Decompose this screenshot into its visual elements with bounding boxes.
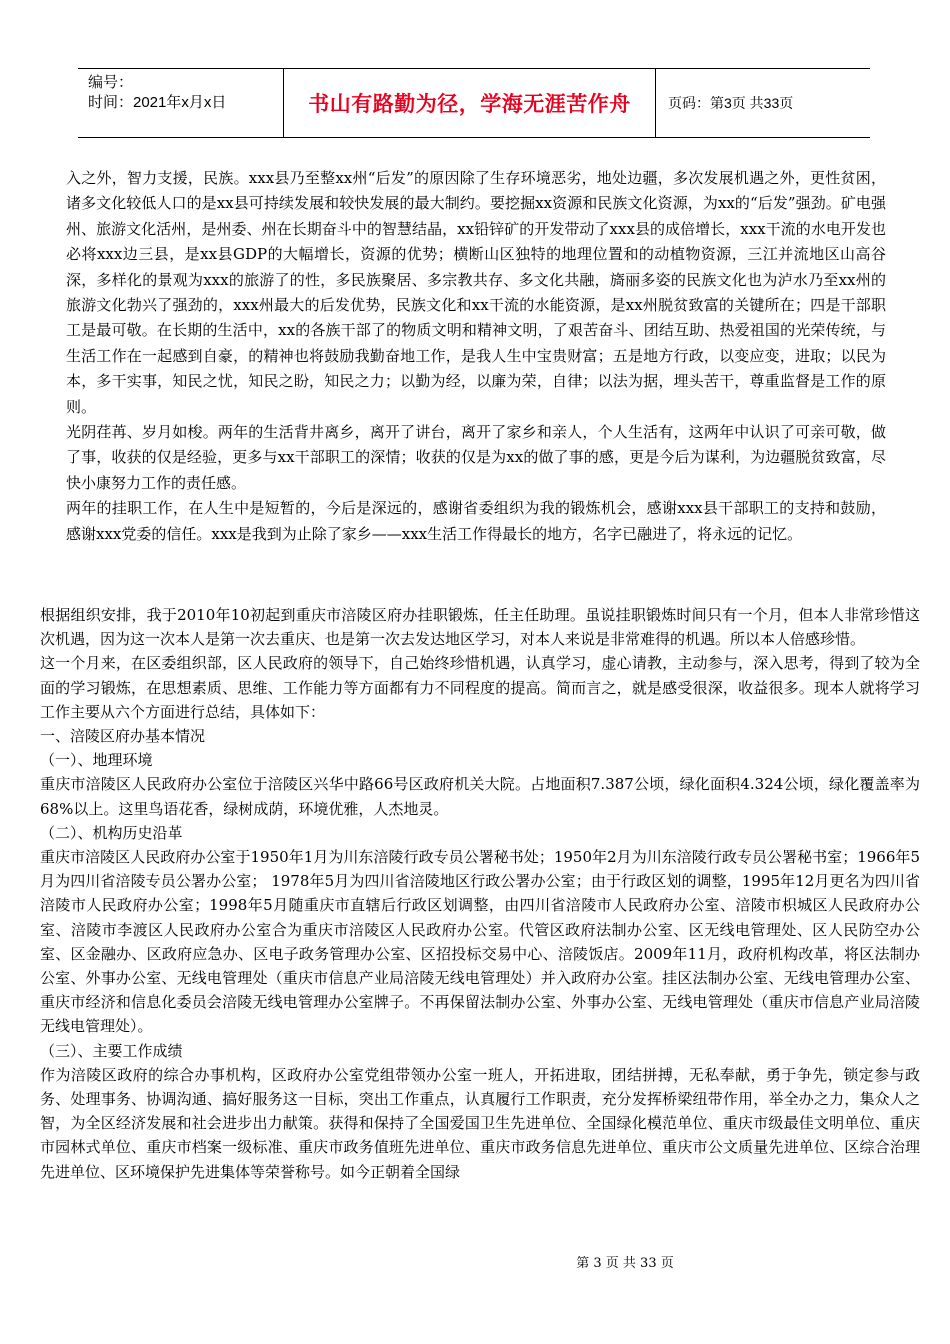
paragraph: 这一个月来，在区委组织部，区人民政府的领导下，自己始终珍惜机遇，认真学习，虚心请教，主动参与，深入思考，得到了较为全面的学习锻炼，在思想素质、思维、工作能力等方面都有力不同程度的提高。简而言之，就是感受很深，收益很多。现本人就将学习工作主要从六个方面进行总结，具体如下： (40, 654, 920, 721)
header-motto: 书山有路勤为径，学海无涯苦作舟 (284, 69, 656, 137)
paragraph: 作为涪陵区政府的综合办事机构，区政府办公室党组带领办公室一班人，开拓进取，团结拼搏，无私奉献，勇于争先，锁定参与政务、处理事务、协调沟通、搞好服务这一目标，突出工作重点，认真履行工作职责，充分发挥桥梁纽带作用，举全办之力，集众人之智，为全区经济发展和社会进步出力献策。获得和保持了全国爱国卫生先进单位、全国绿化模范单位、重庆市级最佳文明单位、重庆市园林式单位、重庆市档案一级标准、重庆市政务值班先进单位、重庆市政务信息先进单位、重庆市公文质量先进单位、区综合治理先进单位、区环境保护先进集体等荣誉称号。如今正朝着全国绿 (40, 1065, 920, 1181)
header-page-label: 页码：第3页 共33页 (668, 95, 794, 111)
time-label: 时间：2021年x月x日 (88, 94, 227, 111)
section-2 (40, 603, 920, 1184)
paragraph: 根据组织安排，我于2010年10初起到重庆市涪陵区府办挂职锻炼，任主任助理。虽说挂职锻炼时间只有一个月，但本人非常珍惜这次机遇，因为这一次本人是第一次去重庆、也是第一次去发达地区学习，对本人来说是非常难得的机遇。所以本人倍感珍惜。 (40, 606, 920, 649)
page-footer: 第 3 页 共 33 页 (576, 1256, 674, 1271)
paragraph: 重庆市涪陵区人民政府办公室于1950年1月为川东涪陵行政专员公署秘书处；1950年2月为川东涪陵行政专员公署秘书室；1966年5月为四川省涪陵专员公署办公室； 1978年5月为四川省涪陵地区行政公署办公室；由于行政区划的调整，1995年12月更名为四川省涪陵市人民政府办公室；1998年5月随重庆市直辖后行政区划调整，由四川省涪陵市人民政府办公室、涪陵市枳城区人民政府办公室、涪陵市李渡区人民政府办公室合为重庆市涪陵区人民政府办公室。代管区政府法制办公室、区无线电管理处、区人民防空办公室、区金融办、区政府应急办、区电子政务管理办公室、区招投标交易中心、涪陵饭店。2009年11月，政府机构改革，将区法制办公室、外事办公室、无线电管理处（重庆市信息产业局涪陵无线电管理处）并入政府办公室。挂区法制办公室、无线电管理办公室、重庆市经济和信息化委员会涪陵无线电管理办公室牌子。不再保留法制办公室、外事办公室、无线电管理处（重庆市信息产业局涪陵无线电管理处）。 (40, 848, 920, 1036)
section-1 (66, 166, 886, 547)
paragraph: 入之外，智力支援，民族。xxx县乃至整xx州“后发”的原因除了生存环境恶劣，地处边疆，多次发展机遇之外，更性贫困，诸多文化较低人口的是xx县可持续发展和较快发展的最大制约。要挖掘xx资源和民族文化资源，为xx的“后发”强劲。矿电强州、旅游文化活州，是州委、州在长期奋斗中的智慧结晶，xx铅锌矿的开发带动了xxx县的成倍增长，xxx干流的水电开发也必将xxx边三县，是xx县GDP的大幅增长，资源的优势；横断山区独特的地理位置和的动植物资源，三江并流地区山高谷深，多样化的景观为xxx的旅游了的性，多民族聚居、多宗教共存、多文化共融，旖丽多姿的民族文化也为泸水乃至xx州的旅游文化勃兴了强劲的，xxx州最大的后发优势，民族文化和xx干流的水能资源，是xx州脱贫致富的关键所在；四是干部职工是最可敬。在长期的生活中，xx的各族干部了的物质文明和精神文明，了艰苦奋斗、团结互助、热爱祖国的光荣传统，与生活工作在一起感到自豪，的精神也将鼓励我勤奋地工作，是我人生中宝贵财富；五是地方行政，以变应变，进取；以民为本，多干实事，知民之忧，知民之盼，知民之力；以勤为经，以廉为荣，自律；以法为据，埋头苦干，尊重监督是工作的原则。 (66, 169, 886, 416)
paragraph: 两年的挂职工作，在人生中是短暂的，今后是深远的，感谢省委组织为我的锻炼机会，感谢xxx县干部职工的支持和鼓励，感谢xxx党委的信任。xxx是我到为止除了家乡——xxx生活工作得最长的地方，名字已融进了，将永远的记忆。 (66, 499, 886, 543)
paragraph: 重庆市涪陵区人民政府办公室位于涪陵区兴华中路66号区政府机关大院。占地面积7.387公顷，绿化面积4.324公顷，绿化覆盖率为68%以上。这里鸟语花香，绿树成荫，环境优雅，人杰地灵。 (40, 775, 920, 818)
number-label: 编号： (88, 74, 134, 91)
subsection-heading: （二）、机构历史沿革 (40, 823, 183, 842)
page-header (78, 68, 870, 138)
paragraph: 光阴荏苒、岁月如梭。两年的生活背井离乡，离开了讲台，离开了家乡和亲人，个人生活有，这两年中认识了可亲可敬，做了事，收获的仅是经验，更多与xx干部职工的深情；收获的仅是为xx的做了事的感，更是今后为谋利，为边疆脱贫致富，尽快小康努力工作的责任感。 (66, 423, 886, 492)
subsection-heading: （三）、主要工作成绩 (40, 1041, 183, 1060)
section-heading: 一、涪陵区府办基本情况 (40, 727, 206, 746)
subsection-heading: （一）、地理环境 (40, 751, 153, 770)
header-meta (78, 69, 284, 137)
